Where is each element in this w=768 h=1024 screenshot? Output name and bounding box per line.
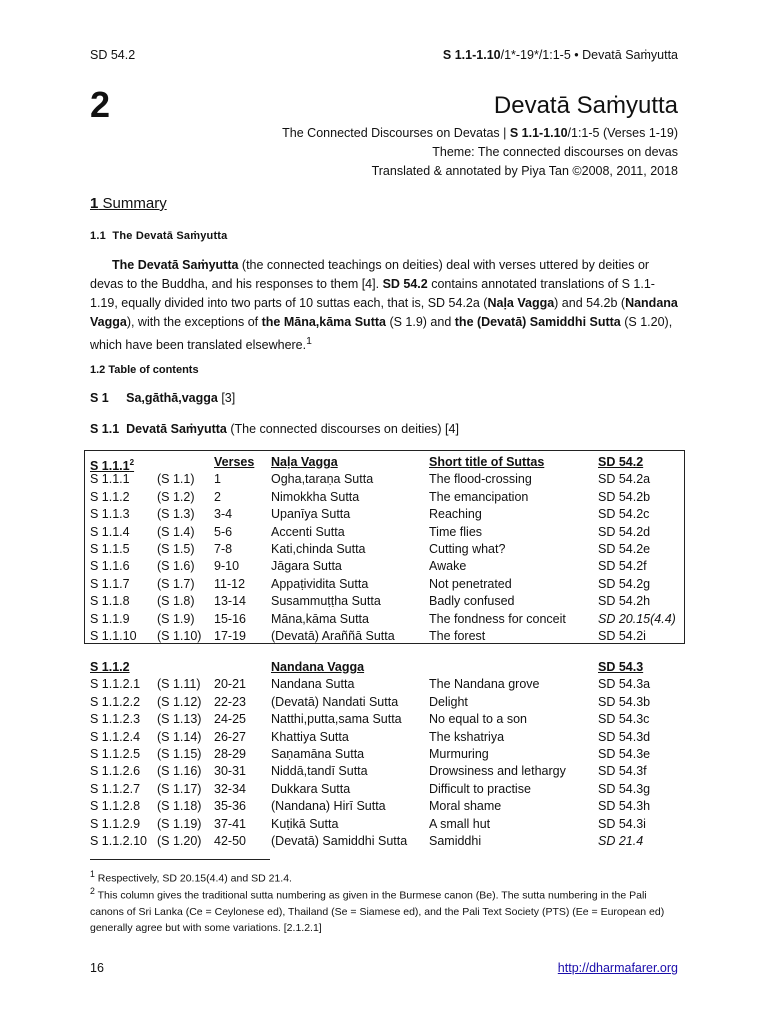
pts-code: (S 1.4) <box>157 524 195 539</box>
subtitle-line-3: Translated & annotated by Piya Tan ©2008, 2011, 2018 <box>371 164 678 178</box>
pts-code: (S 1.19) <box>157 816 202 831</box>
pts-code: (S 1.6) <box>157 559 195 574</box>
col-sd-header: SD 54.2 <box>598 455 644 469</box>
sd-ref: SD 54.2a <box>598 472 651 487</box>
sutta-code: S 1.1.2.2 <box>90 694 141 709</box>
verses: 11-12 <box>214 576 246 591</box>
verses: 2 <box>214 489 221 504</box>
subsection-heading-1-1: 1.1 The Devatā Saṁyutta <box>90 230 228 242</box>
pts-code: (S 1.13) <box>157 712 202 727</box>
verses: 13-14 <box>214 594 246 609</box>
col-vagga-header-2: Nandana Vagga <box>271 660 365 674</box>
verses: 26-27 <box>214 729 246 744</box>
verses: 42-50 <box>214 834 246 848</box>
running-header-right <box>443 48 678 62</box>
short-title: A small hut <box>429 816 491 831</box>
pts-code: (S 1.7) <box>157 576 195 591</box>
sd-ref: SD 20.15(4.4) <box>598 611 676 626</box>
sutta-name: Susammuṭṭha Sutta <box>271 594 381 609</box>
verses: 32-34 <box>214 781 246 796</box>
section-heading-1: 1 Summary <box>90 195 167 212</box>
pts-code: (S 1.3) <box>157 507 195 522</box>
sd-ref: SD 54.2b <box>598 489 651 504</box>
sd-ref: SD 54.3c <box>598 712 650 727</box>
header-rest: /1*-19*/1:1-5 • Devatā Saṁyutta <box>500 48 678 62</box>
sutta-name: Appaṭividita Sutta <box>271 576 369 591</box>
verses: 30-31 <box>214 764 246 779</box>
sutta-code: S 1.1.8 <box>90 594 130 609</box>
col-sutta-header-2: S 1.1.2 <box>90 660 130 674</box>
sutta-name: Saṇamāna Sutta <box>271 747 365 761</box>
short-title: Drowsiness and lethargy <box>429 764 566 779</box>
pts-code: (S 1.15) <box>157 747 202 761</box>
short-title: Difficult to practise <box>429 781 531 796</box>
sutta-code: S 1.1.2.8 <box>90 799 141 814</box>
sutta-code: S 1.1.6 <box>90 559 130 574</box>
pts-code: (S 1.18) <box>157 799 202 814</box>
col-vagga-header: Naḷa Vagga <box>271 455 338 469</box>
sutta-name: Māna,kāma Sutta <box>271 611 369 626</box>
short-title: Cutting what? <box>429 542 506 556</box>
sutta-name: Nandana Sutta <box>271 677 355 692</box>
verses: 7-8 <box>214 542 233 556</box>
sd-ref: SD 21.4 <box>598 834 644 848</box>
verses: 28-29 <box>214 747 246 761</box>
toc-s1-line: S 1 Sa,gāthā,vagga [3] <box>90 391 236 405</box>
pts-code: (S 1.1) <box>157 472 195 487</box>
short-title: Badly confused <box>429 594 515 609</box>
sutta-code: S 1.1.4 <box>90 524 130 539</box>
pts-code: (S 1.5) <box>157 542 195 556</box>
sd-ref: SD 54.3d <box>598 729 651 744</box>
sd-ref: SD 54.2f <box>598 559 647 574</box>
footnote-rule <box>90 859 270 860</box>
sutta-code: S 1.1.7 <box>90 576 130 591</box>
footnote-1: $^1$ Respectively, SD 20.15(4.4) and SD 21.4. <box>90 869 292 885</box>
website-link[interactable]: http://dharmafarer.org <box>557 961 678 975</box>
toc-s11-line: S 1.1 Devatā Saṁyutta (The connected discourses on deities) [4] <box>90 422 459 436</box>
pts-code: (S 1.11) <box>157 677 201 692</box>
short-title: The emancipation <box>429 489 529 504</box>
sutta-code: S 1.1.2.3 <box>90 712 141 727</box>
subsection-heading-1-2: 1.2 Table of contents <box>90 364 199 376</box>
verses: 20-21 <box>214 677 246 692</box>
sutta-name: Ogha,taraṇa Sutta <box>271 472 374 487</box>
sutta-code: S 1.1.2.1 <box>90 677 141 692</box>
col-sd-header-2: SD 54.3 <box>598 660 644 674</box>
short-title: The kshatriya <box>429 729 505 744</box>
short-title: The forest <box>429 629 486 643</box>
summary-paragraph: The Devatā Saṁyutta (the connected teachings on deities) deal with verses uttered by deities or devas to the Buddha, and his responses to them [4]. SD 54.2 contains annotated translations of S 1.1-1.19, equally divided into two parts of 10 suttas each, that is, SD 54.2a (Naḷa Vagga) and 54.2b (Nandana Vagga), with the exceptions of the Māna,kāma Sutta (S 1.9) and the (Devatā) Samiddhi Sutta (S 1.20), which have been translated elsewhere.$^1$ <box>90 258 678 353</box>
header-ref: S 1.1-1.10 <box>442 48 501 62</box>
subtitle-line-1: The Connected Discourses on Devatas | S 1.1-1.10/1:1-5 (Verses 1-19) <box>282 126 678 140</box>
short-title: The flood-crossing <box>429 472 532 487</box>
short-title: Reaching <box>429 507 482 522</box>
verses: 15-16 <box>214 611 246 626</box>
short-title: Delight <box>429 694 468 709</box>
pts-code: (S 1.8) <box>157 594 195 609</box>
sutta-name: Niddā,tandī Sutta <box>271 764 368 779</box>
pts-code: (S 1.14) <box>157 729 202 744</box>
sutta-code: S 1.1.1 <box>90 472 130 487</box>
sutta-name: (Devatā) Nandati Sutta <box>271 694 399 709</box>
sd-ref: SD 54.3e <box>598 747 651 761</box>
verses: 3-4 <box>214 507 233 522</box>
sutta-name: (Nandana) Hirī Sutta <box>271 799 386 814</box>
sutta-name: Nimokkha Sutta <box>271 489 360 504</box>
short-title: Moral shame <box>429 799 502 814</box>
sutta-code: S 1.1.3 <box>90 507 130 522</box>
sutta-name: (Devatā) Samiddhi Sutta <box>271 834 408 848</box>
sutta-code: S 1.1.2.4 <box>90 729 141 744</box>
short-title: Murmuring <box>429 747 489 761</box>
sd-ref: SD 54.2g <box>598 576 651 591</box>
sutta-name: Khattiya Sutta <box>271 729 349 744</box>
sutta-name: Dukkara Sutta <box>271 781 351 796</box>
pts-code: (S 1.2) <box>157 489 195 504</box>
verses: 35-36 <box>214 799 246 814</box>
sutta-name: Jāgara Sutta <box>271 559 342 574</box>
short-title: Awake <box>429 559 467 574</box>
short-title: Time flies <box>429 524 483 539</box>
sutta-name: Kuṭikā Sutta <box>271 816 339 831</box>
sd-ref: SD 54.3b <box>598 694 651 709</box>
verses: 17-19 <box>214 629 246 643</box>
verses: 5-6 <box>214 524 233 539</box>
title-block <box>78 92 678 181</box>
short-title: The Nandana grove <box>429 677 540 692</box>
sd-ref: SD 54.3h <box>598 799 651 814</box>
sd-ref: SD 54.3a <box>598 677 651 692</box>
sutta-code: S 1.1.5 <box>90 542 130 556</box>
sutta-code: S 1.1.10 <box>90 629 137 643</box>
col-short-header: Short title of Suttas <box>429 455 545 469</box>
pts-code: (S 1.10) <box>157 629 202 643</box>
sutta-code: S 1.1.2.6 <box>90 764 141 779</box>
verses: 22-23 <box>214 694 246 709</box>
footnote-2: $^2$ This column gives the traditional sutta numbering as given in the Burmese canon (Be). The sutta numbering in the Pali canons of Sri Lanka (Ce = Ceylonese ed), Thailand (Se = Siamese ed), and the Pali Text Society (PTS) (Ee = European ed) generally agree but with some variations. [2.1.2.1] <box>90 886 665 934</box>
short-title: Not penetrated <box>429 576 512 591</box>
sutta-code: S 1.1.2.7 <box>90 781 141 796</box>
verses: 37-41 <box>214 816 246 831</box>
footnote-ref-2[interactable]: 2 <box>129 458 135 467</box>
sutta-name: Accenti Sutta <box>271 524 345 539</box>
verses: 1 <box>214 472 221 487</box>
verses: 24-25 <box>214 712 246 727</box>
short-title: No equal to a son <box>429 712 527 727</box>
footnote-ref-1[interactable]: 1 <box>306 336 312 347</box>
col-sutta-header: S 1.1.1$^2$ <box>90 458 135 474</box>
sd-ref: SD 54.3i <box>598 816 646 831</box>
pts-code: (S 1.16) <box>157 764 202 779</box>
pts-code: (S 1.20) <box>157 834 202 848</box>
sd-ref: SD 54.2h <box>598 594 651 609</box>
chapter-number: 2 <box>90 84 111 125</box>
sd-ref: SD 54.3f <box>598 764 647 779</box>
sutta-code: S 1.1.2.9 <box>90 816 141 831</box>
sd-ref: SD 54.2c <box>598 507 650 522</box>
sd-ref: SD 54.3g <box>598 781 651 796</box>
pts-code: (S 1.12) <box>157 694 202 709</box>
sutta-name: (Devatā) Araññā Sutta <box>271 629 395 643</box>
sd-ref: SD 54.2i <box>598 629 646 643</box>
pts-code: (S 1.9) <box>157 611 195 626</box>
sd-ref: SD 54.2d <box>598 524 651 539</box>
col-verses-header: Verses <box>214 455 255 469</box>
sutta-name: Natthi,putta,sama Sutta <box>271 712 402 727</box>
subtitle-line-2: Theme: The connected discourses on devas <box>432 145 678 159</box>
sutta-name: Upanīya Sutta <box>271 507 351 522</box>
pts-code: (S 1.17) <box>157 781 202 796</box>
page-title: Devatā Saṁyutta <box>493 92 678 119</box>
short-title: Samiddhi <box>429 834 482 848</box>
sutta-name: Kati,chinda Sutta <box>271 542 366 556</box>
sutta-code: S 1.1.2 <box>90 489 130 504</box>
verses: 9-10 <box>214 559 240 574</box>
sd-ref: SD 54.2e <box>598 542 651 556</box>
short-title: The fondness for conceit <box>429 611 566 626</box>
sutta-code: S 1.1.9 <box>90 611 130 626</box>
running-header-left: SD 54.2 <box>90 48 136 62</box>
sutta-code: S 1.1.2.10 <box>90 834 147 848</box>
page-number: 16 <box>90 961 104 975</box>
sutta-code: S 1.1.2.5 <box>90 747 141 761</box>
